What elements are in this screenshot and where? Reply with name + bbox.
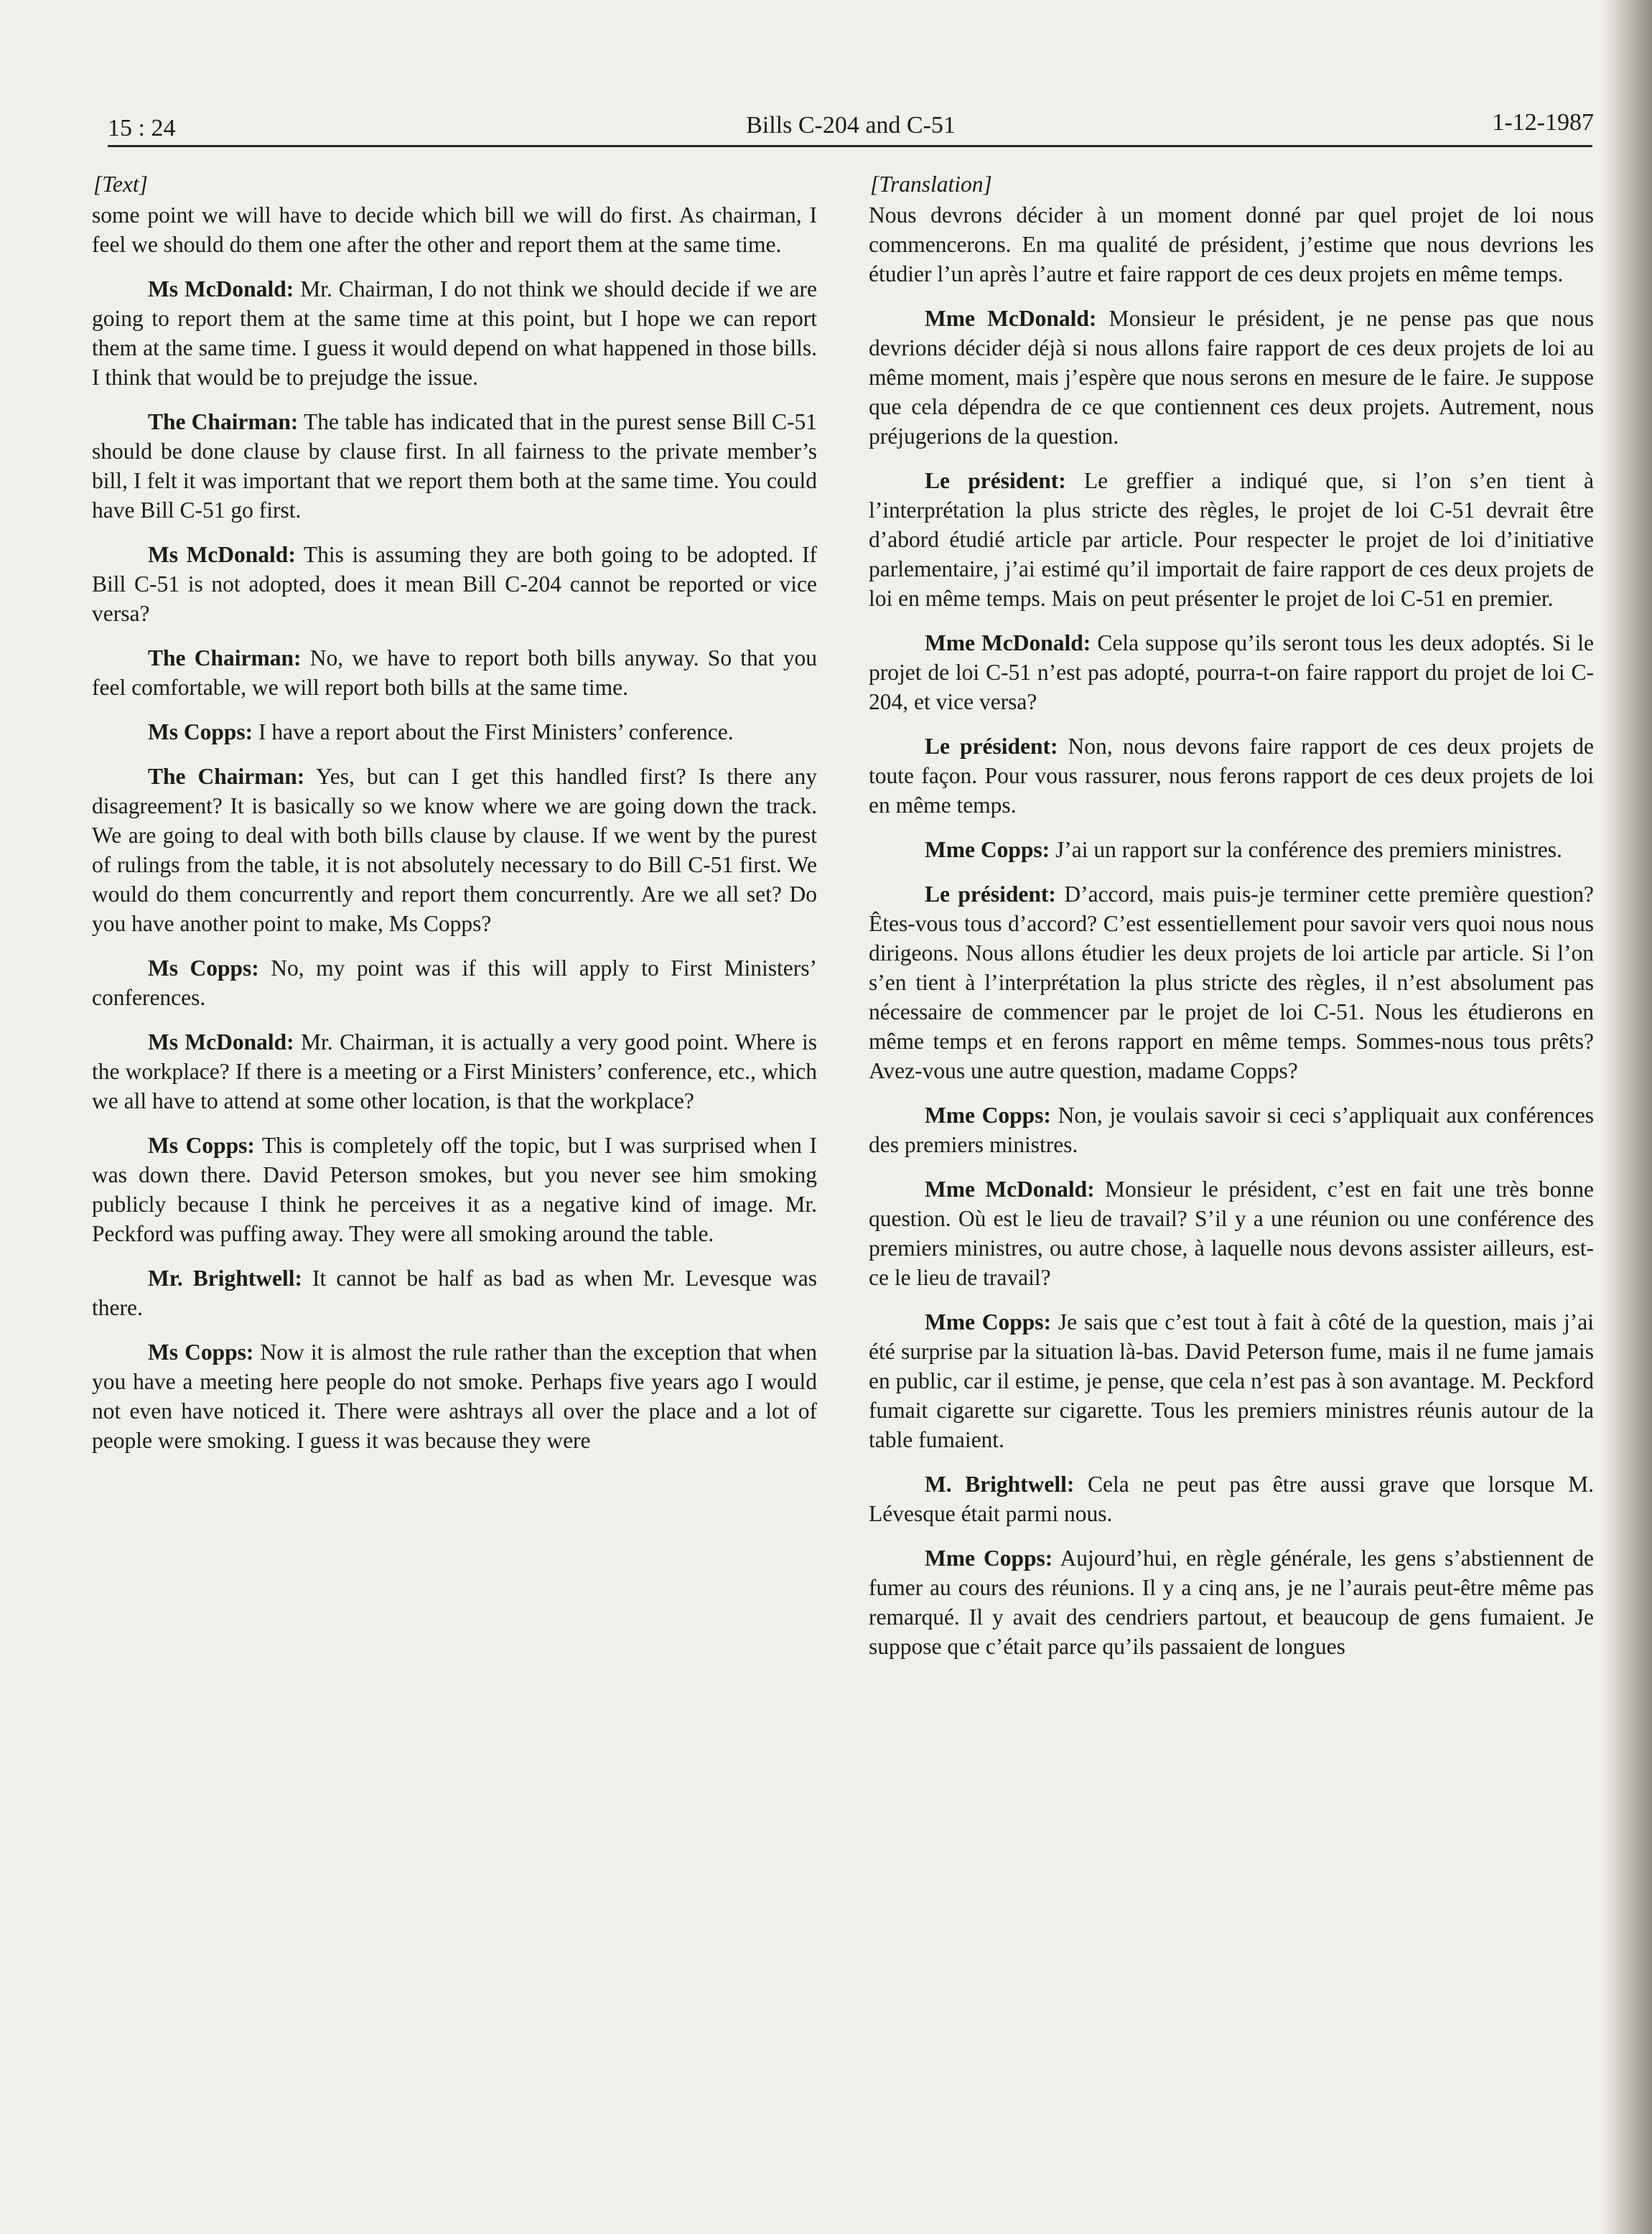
speaker-name: Ms McDonald: [148,1029,294,1055]
document-date: 1-12-1987 [1492,109,1594,136]
speaker-name: Mme Copps: [925,1309,1052,1335]
speech-paragraph [869,1469,1594,1528]
french-paragraphs [869,200,1594,1661]
speech-paragraph [869,1100,1594,1159]
speech-text: Cela suppose qu’ils seront tous les deux adoptés. Si le projet de loi C-51 n’est pas adopté, pourra-t-on faire rapport du projet de loi C-204, et vice versa? [869,630,1594,714]
document-title: Bills C-204 and C-51 [746,112,956,139]
page-number: 15 : 24 [108,115,176,141]
speaker-name: Mr. Brightwell: [148,1266,302,1291]
speech-paragraph [869,628,1594,716]
speech-paragraph [92,953,817,1012]
speech-text: The table has indicated that in the purest sense Bill C-51 should be done clause by clause first. In all fairness to the private member’s bill, I felt it was important that we report them both at the same time. You could have Bill C-51 go first. [92,409,817,523]
speaker-name: Ms Copps: [148,1340,254,1365]
speaker-name: The Chairman: [148,409,299,434]
speaker-name: Ms Copps: [148,719,253,744]
speech-paragraph [92,540,817,628]
speech-text: No, my point was if this will apply to First Ministers’ conferences. [92,955,817,1010]
speech-paragraph [869,200,1594,289]
speech-paragraph [92,200,817,259]
speech-text: No, we have to report both bills anyway. So that you feel comfortable, we will report both bills at the same time. [92,645,817,700]
speech-text: Now it is almost the rule rather than the exception that when you have a meeting here people do not smoke. Perhaps five years ago I would not even have noticed it. There were ashtrays all over the place and a lot of people were smoking. I guess it was because they were [92,1340,817,1453]
speaker-name: Mme McDonald: [925,1177,1095,1202]
english-column [92,169,817,1470]
speaker-name: Mme McDonald: [925,306,1097,331]
speaker-name: Mme McDonald: [925,630,1091,655]
speech-text: This is completely off the topic, but I was surprised when I was down there. David Peterson smokes, but you never see him smoking publicly because I think he perceives it as a negative kind of image. Mr. Peckford was puffing away. They were all smoking around the table. [92,1133,817,1246]
speaker-name: Mme Copps: [925,837,1050,862]
speaker-name: Mme Copps: [925,1546,1053,1571]
speech-text: Monsieur le président, c’est en fait une très bonne question. Où est le lieu de travail? S’il y a une réunion ou une conférence des premiers ministres, ou autre chose, à laquelle nous devons assister ailleurs, est-ce le lieu de travail? [869,1177,1594,1290]
speech-paragraph [92,407,817,525]
speech-text: It cannot be half as bad as when Mr. Levesque was there. [92,1266,818,1320]
speech-text: some point we will have to decide which bill we will do first. As chairman, I feel we should do them one after the other and report them at the same time. [92,202,817,257]
speech-paragraph [869,304,1594,451]
speaker-name: The Chairman: [148,764,305,789]
speech-paragraph [869,1543,1594,1661]
speech-text: Aujourd’hui, en règle générale, les gens s’abstiennent de fumer au cours des réunions. Il y a cinq ans, je ne l’aurais peut-être même pas remarqué. Il y avait des cendriers partout, et beaucoup de gens fumaient. Je suppose que c’était parce qu’ils passaient de longues [869,1546,1594,1659]
french-column [869,169,1594,1676]
running-header [108,106,1594,149]
speech-paragraph [869,1307,1594,1454]
speech-paragraph [92,1263,817,1322]
speech-text: D’accord, mais puis-je terminer cette première question? Êtes-vous tous d’accord? C’est essentiellement pour savoir vers quoi nous nous dirigeons. Nous allons étudier les deux projets de loi article par article. Si l’on s’en tient à l’interprétation la plus stricte des règles, il n’est absolument pas nécessaire de commencer par le projet de loi C-51. Nous les étudierons en même temps et en ferons rapport en même temps. Sommes-nous tous prêts? Avez-vous une autre question, madame Copps? [869,882,1594,1083]
speaker-name: Ms Copps: [148,955,259,981]
speech-paragraph [869,1174,1594,1292]
speech-text: Cela ne peut pas être aussi grave que lorsque M. Lévesque était parmi nous. [869,1472,1594,1526]
speaker-name: Ms Copps: [148,1133,255,1158]
speech-text: Non, je voulais savoir si ceci s’appliquait aux conférences des premiers ministres. [869,1103,1594,1157]
header-rule [108,145,1592,147]
speech-text: Yes, but can I get this handled first? Is there any disagreement? It is basically so we know where we are going down the track. We are going to deal with both bills clause by clause. If we went by the purest of rulings from the table, it is not absolutely necessary to do Bill C-51 first. We would do them concurrently and report them concurrently. Are we all set? Do you have another point to make, Ms Copps? [92,764,817,936]
speech-paragraph [92,1131,817,1248]
speech-text: Mr. Chairman, it is actually a very good point. Where is the workplace? If there is a meeting or a First Ministers’ conference, etc., which we all have to attend at some other location, is that the workplace? [92,1029,817,1113]
column-label-translation: [Translation] [870,172,992,197]
speech-text: Non, nous devons faire rapport de ces deux projets de toute façon. Pour vous rassurer, nous ferons rapport de ces deux projets de loi en même temps. [869,734,1594,818]
speech-paragraph [92,717,817,747]
speech-text: Mr. Chairman, I do not think we should decide if we are going to report them at the same time at this point, but I hope we can report them at the same time. I guess it would depend on what happened in those bills. I think that would be to prejudge the issue. [92,276,817,390]
speech-paragraph [869,466,1594,613]
speech-text: Je sais que c’est tout à fait à côté de la question, mais j’ai été surprise par la situation là-bas. David Peterson fume, mais il ne fume jamais en public, car il estime, je pense, que cela n’est pas à son avantage. M. Peckford fumait cigarette sur cigarette. Tous les premiers ministres réunis autour de la table fumaient. [869,1309,1594,1452]
speaker-name: M. Brightwell: [925,1472,1075,1497]
speech-paragraph [869,879,1594,1085]
speech-text: J’ai un rapport sur la conférence des premiers ministres. [1050,837,1562,862]
speech-text: I have a report about the First Ministers’ conference. [253,719,734,744]
speech-text: Le greffier a indiqué que, si l’on s’en tient à l’interprétation la plus stricte des règles, le projet de loi C-51 devrait être d’abord étudié article par article. Pour respecter le projet de loi d’initiative parlementaire, j’ai estimé qu’il importait de faire rapport de ces deux projets de loi en même temps. Mais on peut présenter le projet de loi C-51 en premier. [869,468,1594,611]
scan-gutter-shadow [1602,0,1652,2234]
speaker-name: Mme Copps: [925,1103,1051,1128]
speaker-name: The Chairman: [148,645,302,670]
speaker-name: Ms McDonald: [148,542,296,567]
speaker-name: Ms McDonald: [148,276,294,302]
speaker-name: Le président: [925,882,1056,907]
speech-paragraph [92,643,817,702]
speech-paragraph [869,835,1594,864]
speech-paragraph [92,274,817,392]
speech-paragraph [92,762,817,938]
speech-paragraph [869,732,1594,820]
column-label-text: [Text] [93,172,148,197]
speaker-name: Le président: [925,734,1058,759]
speech-paragraph [92,1337,817,1455]
english-paragraphs [92,200,817,1455]
speech-text: Monsieur le président, je ne pense pas que nous devrions décider déjà si nous allons faire rapport de ces deux projets de loi au même moment, mais j’espère que nous serons en mesure de le faire. Je suppose que cela dépendra de ce que contiennent ces deux projets. Autrement, nous préjugerions de la question. [869,306,1594,449]
speech-paragraph [92,1027,817,1116]
speech-text: This is assuming they are both going to be adopted. If Bill C-51 is not adopted, does it mean Bill C-204 cannot be reported or vice versa? [92,542,818,626]
speech-text: Nous devrons décider à un moment donné par quel projet de loi nous commencerons. En ma qualité de président, j’estime que nous devrions les étudier l’un après l’autre et faire rapport de ces deux projets en même temps. [869,202,1594,286]
speaker-name: Le président: [925,468,1066,493]
